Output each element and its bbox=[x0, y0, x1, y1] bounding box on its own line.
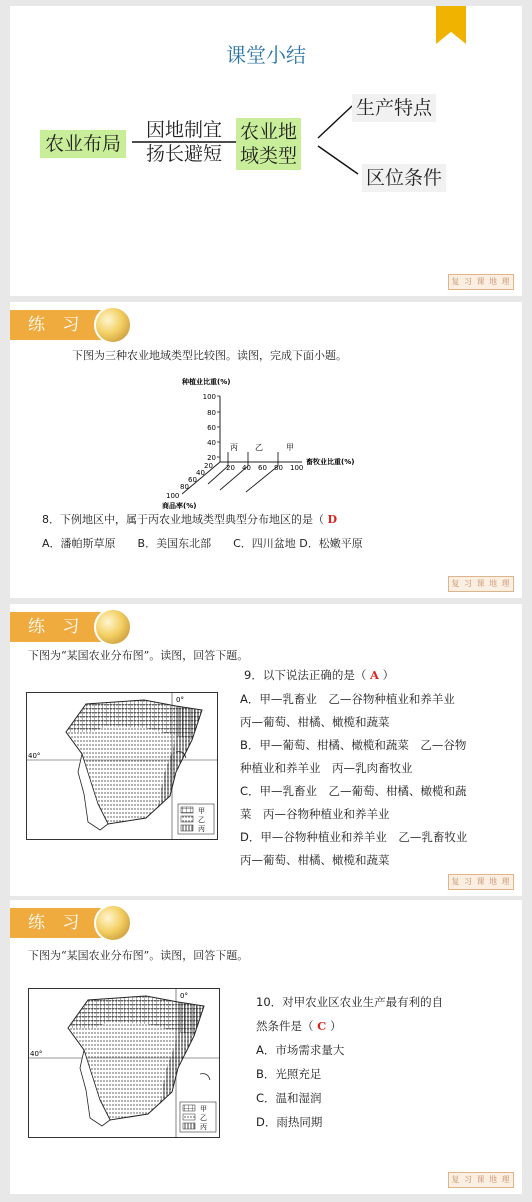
q10-answer: C bbox=[317, 1019, 327, 1033]
exercise-slide-q8 bbox=[10, 302, 522, 598]
legend-jia: 甲 bbox=[198, 807, 205, 815]
summary-principle-line2: 扬长避短 bbox=[145, 143, 222, 165]
q9-intro: 下图为“某国农业分布图”。读图，回答下题。 bbox=[28, 649, 249, 662]
page-title: 课堂小结 bbox=[226, 43, 306, 67]
chart-z-label: 商品率(%) bbox=[162, 502, 197, 510]
chart-x-tick: 60 bbox=[258, 464, 267, 472]
q8-options: A．潘帕斯草原 B．美国东北部 C．四川盆地 D．松嫩平原 bbox=[42, 537, 363, 550]
exercise-slide-q10 bbox=[10, 900, 522, 1194]
watermark-stamp: 复 习 课 地 理 bbox=[448, 576, 514, 592]
watermark-stamp: 复 习 课 地 理 bbox=[448, 274, 514, 290]
chart-y-tick: 60 bbox=[207, 424, 216, 432]
q9-option-line: 丙—葡萄、柑橘、橄榄和蔬菜 bbox=[240, 715, 390, 729]
q10-question-close: ） bbox=[329, 1019, 342, 1033]
chart-z-tick: 40 bbox=[196, 469, 205, 477]
chart-y-tick: 100 bbox=[202, 393, 216, 401]
chart-z-tick: 20 bbox=[204, 462, 213, 470]
q8-answer: D bbox=[327, 513, 338, 526]
chart-point-yi: 乙 bbox=[255, 443, 263, 452]
summary-principle bbox=[140, 118, 228, 166]
q9-option-line: C．甲—乳畜业 乙—葡萄、柑橘、橄榄和蔬 bbox=[240, 784, 467, 798]
chart-x-label: 畜牧业比重(%) bbox=[306, 458, 355, 466]
chart-z-tick: 80 bbox=[180, 483, 189, 491]
exercise-header: 练 习 bbox=[10, 310, 110, 340]
chart-z-tick: 100 bbox=[166, 492, 180, 500]
chart-point-bing: 丙 bbox=[230, 443, 238, 452]
chart-x-tick: 20 bbox=[226, 464, 235, 472]
chart-z-tick: 60 bbox=[188, 476, 197, 484]
q9-answer: A bbox=[369, 668, 379, 682]
q9-option-line: B．甲—葡萄、柑橘、橄榄和蔬菜 乙—谷物 bbox=[240, 738, 467, 752]
q10-option: A．市场需求量大 bbox=[256, 1043, 345, 1057]
summary-type-line2: 域类型 bbox=[240, 145, 298, 167]
watermark-stamp: 复 习 课 地 理 bbox=[448, 874, 514, 890]
summary-layout-box: 农业布局 bbox=[40, 130, 126, 158]
q9-option-line: 丙—葡萄、柑橘、橄榄和蔬菜 bbox=[240, 853, 390, 867]
chart-point-jia: 甲 bbox=[286, 443, 294, 452]
q9-question-text: 9．以下说法正确的是（ bbox=[244, 668, 367, 682]
globe-badge-icon bbox=[94, 904, 132, 942]
exercise-header: 练 习 bbox=[10, 908, 110, 938]
q9-options bbox=[240, 688, 467, 872]
q9-map bbox=[26, 692, 218, 840]
map-longitude: 0° bbox=[176, 696, 184, 704]
q9-option-line: A．甲—乳畜业 乙—谷物种植业和养羊业 bbox=[240, 692, 455, 706]
map-latitude: 40° bbox=[30, 1050, 43, 1058]
q10-option: D．雨热同期 bbox=[256, 1115, 323, 1129]
q10-option: B．光照充足 bbox=[256, 1067, 322, 1081]
q9-option-line: D．甲—谷物种植业和养羊业 乙—乳畜牧业 bbox=[240, 830, 468, 844]
summary-features-box: 生产特点 bbox=[352, 94, 436, 122]
legend-jia: 甲 bbox=[200, 1105, 207, 1113]
chart-x-tick: 100 bbox=[290, 464, 304, 472]
exercise-slide-q9 bbox=[10, 604, 522, 896]
q8-intro: 下图为三种农业地域类型比较图。读图，完成下面小题。 bbox=[72, 349, 347, 362]
q9-option-line: 种植业和养羊业 丙—乳肉畜牧业 bbox=[240, 761, 413, 775]
q10-question-line2 bbox=[256, 1014, 443, 1038]
q9-question-close: ） bbox=[382, 668, 395, 682]
legend-yi: 乙 bbox=[200, 1114, 207, 1122]
chart-y-tick: 80 bbox=[207, 409, 216, 417]
q8-question bbox=[42, 508, 337, 531]
q10-intro: 下图为“某国农业分布图”。读图，回答下题。 bbox=[28, 949, 249, 962]
chart-y-tick: 20 bbox=[207, 454, 216, 462]
q10-map bbox=[28, 988, 220, 1138]
q10-option: C．温和湿润 bbox=[256, 1091, 322, 1105]
summary-type-line1: 农业地 bbox=[240, 121, 298, 143]
q8-question-text: 8．下例地区中，属于丙农业地域类型典型分布地区的是（ bbox=[42, 513, 324, 526]
globe-badge-icon bbox=[94, 306, 132, 344]
summary-conditions-box: 区位条件 bbox=[362, 164, 446, 192]
exercise-header: 练 习 bbox=[10, 612, 110, 642]
summary-principle-line1: 因地制宜 bbox=[145, 119, 222, 141]
globe-badge-icon bbox=[94, 608, 132, 646]
chart-y-label: 种植业比重(%) bbox=[182, 378, 231, 386]
summary-type-box bbox=[236, 118, 301, 170]
q10-question bbox=[256, 990, 443, 1134]
q10-question-text: 然条件是（ bbox=[256, 1019, 314, 1033]
map-latitude: 40° bbox=[28, 752, 41, 760]
ternary-chart bbox=[10, 374, 522, 524]
legend-bing: 丙 bbox=[198, 825, 205, 833]
q10-question-line1: 10．对甲农业区农业生产最有利的自 bbox=[256, 995, 444, 1009]
q9-question bbox=[244, 664, 394, 687]
chart-x-tick: 80 bbox=[274, 464, 283, 472]
legend-yi: 乙 bbox=[198, 816, 205, 824]
map-longitude: 0° bbox=[180, 992, 188, 1000]
chart-x-tick: 40 bbox=[242, 464, 251, 472]
q9-option-line: 菜 丙—谷物种植业和养羊业 bbox=[240, 807, 390, 821]
summary-slide bbox=[10, 6, 522, 296]
chart-y-tick: 40 bbox=[207, 439, 216, 447]
legend-bing: 丙 bbox=[200, 1123, 207, 1131]
watermark-stamp: 复 习 课 地 理 bbox=[448, 1172, 514, 1188]
